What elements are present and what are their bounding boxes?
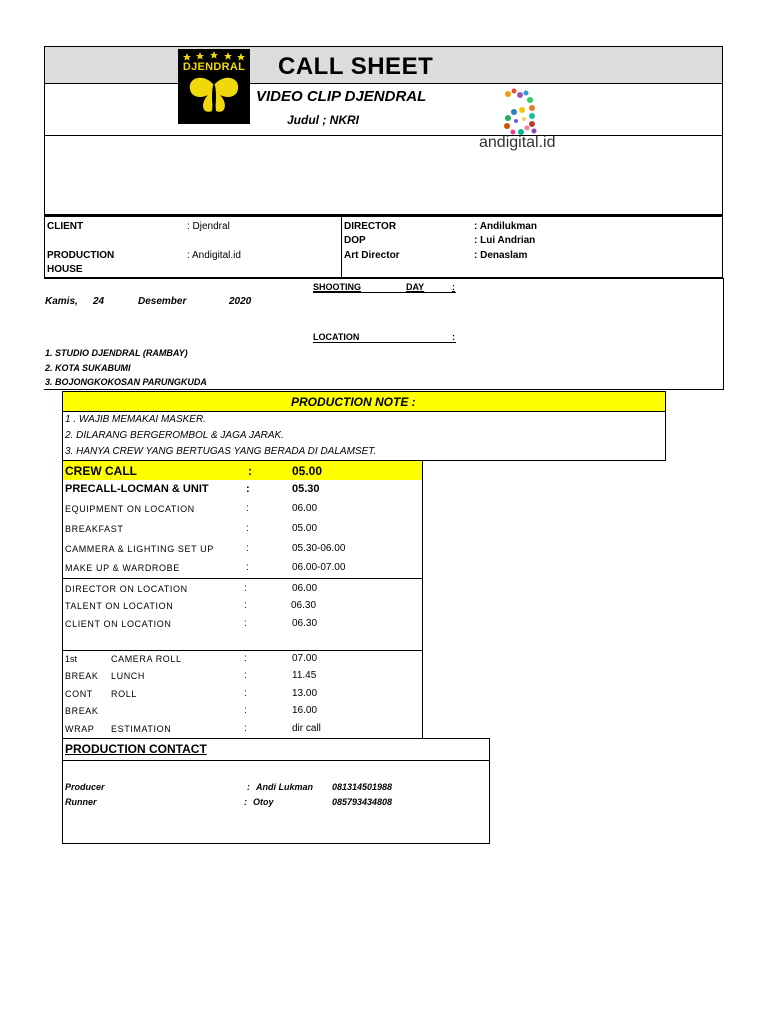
production-value: : Andigital.id (187, 250, 241, 261)
contact-header-underline (62, 760, 490, 761)
location-colon: : (452, 332, 455, 342)
schedule-colon: : (244, 653, 247, 664)
roll-col-a: 1st (65, 654, 78, 664)
precall-colon: : (246, 483, 250, 495)
schedule-label: MAKE UP & WARDROBE (65, 563, 180, 573)
shooting-underline (313, 292, 456, 293)
shooting-block (44, 278, 724, 390)
roll-col-b: CAMERA ROLL (111, 654, 182, 664)
schedule-colon: : (246, 543, 249, 554)
schedule-time: 16.00 (292, 705, 318, 716)
schedule-label: BREAKFAST (65, 524, 124, 534)
page-title: CALL SHEET (278, 53, 434, 80)
roll-col-a: CONT (65, 689, 93, 699)
location-item: 3. BOJONGKOKOSAN PARUNGKUDA (45, 377, 207, 387)
roll-col-b: LUNCH (111, 671, 146, 681)
schedule-colon: : (244, 583, 247, 594)
contact-role: Producer (65, 782, 105, 792)
schedule-label: TALENT ON LOCATION (65, 601, 174, 611)
art-director-label: Art Director (344, 250, 400, 261)
contact-colon: : (244, 797, 247, 807)
client-label: CLIENT (47, 221, 84, 232)
shoot-year: 2020 (229, 296, 252, 307)
shooting-label: SHOOTING (313, 282, 362, 292)
schedule-time: dir call (292, 723, 321, 734)
roll-col-b: ESTIMATION (111, 724, 172, 734)
schedule-label: CAMMERA & LIGHTING SET UP (65, 544, 214, 554)
production-contact-title: PRODUCTION CONTACT (65, 742, 207, 756)
crew-call-time: 05.00 (292, 464, 323, 478)
day-label: DAY (406, 282, 425, 292)
schedule-colon: : (246, 523, 249, 534)
shooting-colon: : (452, 282, 455, 292)
crew-call-label: CREW CALL (65, 464, 137, 478)
schedule-time: 06.00-07.00 (292, 562, 346, 573)
video-clip-title: VIDEO CLIP DJENDRAL (256, 88, 427, 105)
andigital-mark-icon (494, 86, 554, 136)
precall-label: PRECALL-LOCMAN & UNIT (65, 483, 209, 495)
crew-divider (62, 650, 423, 651)
schedule-colon: : (244, 600, 247, 611)
schedule-label: DIRECTOR ON LOCATION (65, 584, 188, 594)
art-director-value: : Denaslam (474, 250, 528, 261)
andigital-logo (476, 86, 576, 152)
djendral-logo (178, 49, 250, 124)
location-label: LOCATION (313, 332, 360, 342)
contact-phone[interactable]: 081314501988 (332, 782, 393, 792)
schedule-time: 05.30-06.00 (292, 543, 346, 554)
roll-col-b: ROLL (111, 689, 137, 699)
precall-time: 05.30 (292, 483, 320, 495)
schedule-colon: : (244, 688, 247, 699)
production-note-title: PRODUCTION NOTE : (291, 395, 416, 409)
contact-phone[interactable]: 085793434808 (332, 797, 393, 807)
shoot-date: 24 (93, 296, 105, 307)
schedule-time: 11.45 (292, 670, 317, 681)
header-blank-band (44, 135, 723, 217)
schedule-label: EQUIPMENT ON LOCATION (65, 504, 195, 514)
schedule-time: 06.00 (292, 503, 318, 514)
schedule-time: 13.00 (292, 688, 318, 699)
production-label: PRODUCTION (47, 250, 115, 261)
crew-call-colon: : (248, 464, 252, 478)
shoot-month: Desember (138, 296, 187, 307)
note-item: 1 . WAJIB MEMAKAI MASKER. (65, 414, 206, 425)
note-item: 3. HANYA CREW YANG BERTUGAS YANG BERADA DI DALAMSET. (65, 446, 377, 457)
director-label: DIRECTOR (344, 221, 397, 232)
schedule-time: 06.30 (291, 600, 317, 611)
contact-name: Andi Lukman (256, 782, 314, 792)
schedule-time: 07.00 (292, 653, 318, 664)
client-value: : Djendral (187, 221, 230, 232)
andigital-logo-text: andigital.id (479, 134, 556, 151)
schedule-label: CLIENT ON LOCATION (65, 619, 172, 629)
location-item: 2. KOTA SUKABUMI (45, 363, 131, 373)
contact-role: Runner (65, 797, 97, 807)
schedule-colon: : (244, 670, 247, 681)
crew-divider (62, 578, 423, 579)
dop-label: DOP (344, 235, 366, 246)
director-value: : Andilukman (474, 221, 537, 232)
schedule-colon: : (246, 503, 249, 514)
note-item: 2. DILARANG BERGEROMBOL & JAGA JARAK. (65, 430, 284, 441)
schedule-colon: : (244, 723, 247, 734)
dop-value: : Lui Andrian (474, 235, 536, 246)
contact-name: Otoy (253, 797, 274, 807)
shoot-day: Kamis, (45, 296, 78, 307)
judul-text: Judul ; NKRI (287, 113, 359, 127)
location-underline (313, 342, 456, 343)
roll-col-a: WRAP (65, 724, 95, 734)
schedule-time: 06.00 (292, 583, 318, 594)
roll-col-a: BREAK (65, 671, 99, 681)
house-label: HOUSE (47, 264, 83, 275)
djendral-logo-text: DJENDRAL (182, 61, 246, 73)
schedule-colon: : (244, 618, 247, 629)
schedule-colon: : (244, 705, 247, 716)
schedule-colon: : (246, 562, 249, 573)
contact-colon: : (247, 782, 250, 792)
schedule-time: 06.30 (292, 618, 318, 629)
schedule-time: 05.00 (292, 523, 318, 534)
roll-col-a: BREAK (65, 706, 99, 716)
location-item: 1. STUDIO DJENDRAL (RAMBAY) (45, 348, 188, 358)
